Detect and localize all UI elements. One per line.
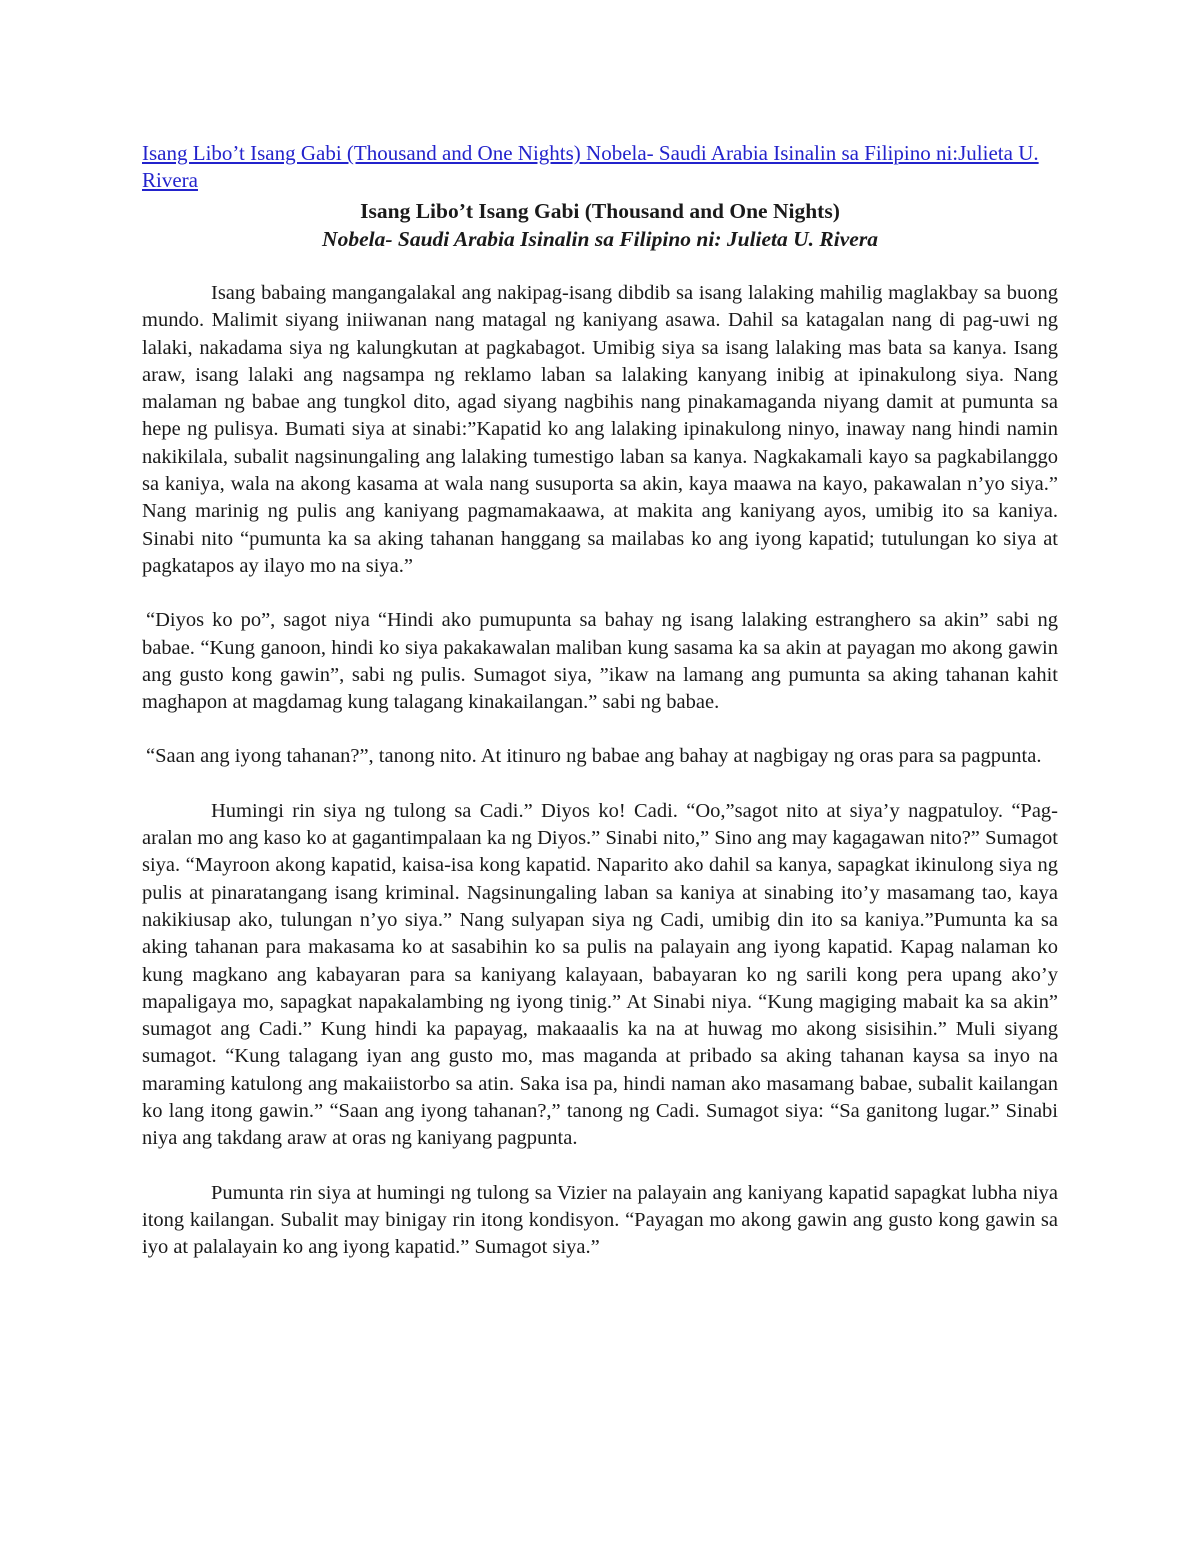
title-line-1: Isang Libo’t Isang Gabi (Thousand and One Nights) (360, 199, 840, 223)
paragraph: Pumunta rin siya at humingi ng tulong sa Vizier na palayain ang kaniyang kapatid sapagkat lubha niya itong kailangan. Subalit may binigay rin itong kondisyon. “Payagan mo akong gawin ang gusto kong gawin sa iyo at palalayain ko ang iyong kapatid.” Sumagot siya.” (142, 1181, 1058, 1259)
document-page (142, 140, 1058, 1289)
source-link[interactable]: Isang Libo’t Isang Gabi (Thousand and One Nights) Nobela- Saudi Arabia Isinalin sa Filipino ni:Julieta U. Rivera (142, 141, 1039, 192)
paragraph: “Saan ang iyong tahanan?”, tanong nito. At itinuro ng babae ang bahay at nagbigay ng oras para sa pagpunta. (146, 745, 1042, 768)
document-body (142, 280, 1058, 1262)
paragraph: “Diyos ko po”, sagot niya “Hindi ako pumupunta sa bahay ng isang lalaking estranghero sa akin” sabi ng babae. “Kung ganoon, hindi ko siya pakakawalan maliban kung sasama ka sa akin at payagan mo akong gawin ang gusto kong gawin”, sabi ng pulis. Sumagot siya, ”ikaw na lamang ang pumunta sa aking tahanan kahit maghapon at magdamag kung talagang kinakailangan.” sabi ng babae. (142, 609, 1058, 714)
paragraph: Isang babaing mangangalakal ang nakipag-isang dibdib sa isang lalaking mahilig maglakbay sa buong mundo. Malimit siyang iniiwanan nang matagal ng kaniyang asawa. Dahil sa katagalan nang di pag-uwi ng lalaki, nakadama siya ng kalungkutan at pagkabagot. Umibig siya sa isang lalaking mas bata sa kanya. Isang araw, isang lalaki ang nagsampa ng reklamo laban sa lalaking kanyang inibig at ipinakulong siya. Nang malaman ng babae ang tungkol dito, agad siyang nagbihis nang pinakamaganda niyang damit at pumunta sa hepe ng pulisya. Bumati siya at sinabi:”Kapatid ko ang lalaking ipinakulong ninyo, inaway nang hindi namin nakikilala, subalit nagsinungaling ang lalaking tumestigo laban sa kanya. Nagkakamali kayo sa pagkabilanggo sa kaniya, wala na akong kasama at wala nang susuporta sa akin, kaya maawa na kayo, pakawalan n’yo siya.” Nang marinig ng pulis ang kaniyang pagmamakaawa, at makita ang kaniyang ayos, umibig ito sa kaniya. Sinabi nito “pumunta ka sa aking tahanan hanggang sa mailabas ko ang iyong kapatid; tutulungan ko siya at pagkatapos ay ilayo mo na siya.” (142, 282, 1058, 577)
paragraph: Humingi rin siya ng tulong sa Cadi.” Diyos ko! Cadi. “Oo,”sagot nito at siya’y nagpatuloy. “Pag-aralan mo ang kaso ko at gagantimpalaan ka ng Diyos.” Sinabi nito,” Sino ang may kagagawan nito?” Sumagot siya. “Mayroon akong kapatid, kaisa-isa kong kapatid. Naparito ako dahil sa kanya, sapagkat ikinulong siya ng pulis at pinaratangang isang kriminal. Nagsinungaling laban sa kaniya at sinabing ito’y masamang tao, kaya nakikiusap ako, tulungan n’yo siya.” Nang sulyapan siya ng Cadi, umibig din ito sa kaniya.”Pumunta ka sa aking tahanan para makasama ko at sasabihin ko sa pulis na palayain ang iyong kapatid. Kapag nalaman ko kung magkano ang kabayaran para sa kaniyang kalayaan, babayaran ko ng sarili kong pera upang ako’y mapaligaya mo, sapagkat napakalambing ng iyong tinig.” At Sinabi niya. “Kung magiging mabait ka sa akin” sumagot ang Cadi.” Kung hindi ka papayag, makaaalis ka na at huwag mo akong sisisihin.” Muli siyang sumagot. “Kung talagang iyan ang gusto mo, mas maganda at pribado sa aking tahanan kaysa sa inyo na maraming katulong ang makaiistorbo sa atin. Saka isa pa, hindi naman ako masamang babae, subalit kailangan ko lang itong gawin.” “Saan ang iyong tahanan?,” tanong ng Cadi. Sumagot siya: “Sa ganitong lugar.” Sinabi niya ang takdang araw at oras ng kaniyang pagpunta. (142, 799, 1058, 1150)
document-title (142, 197, 1058, 253)
title-line-2: Nobela- Saudi Arabia Isinalin sa Filipino ni: Julieta U. Rivera (322, 227, 878, 251)
